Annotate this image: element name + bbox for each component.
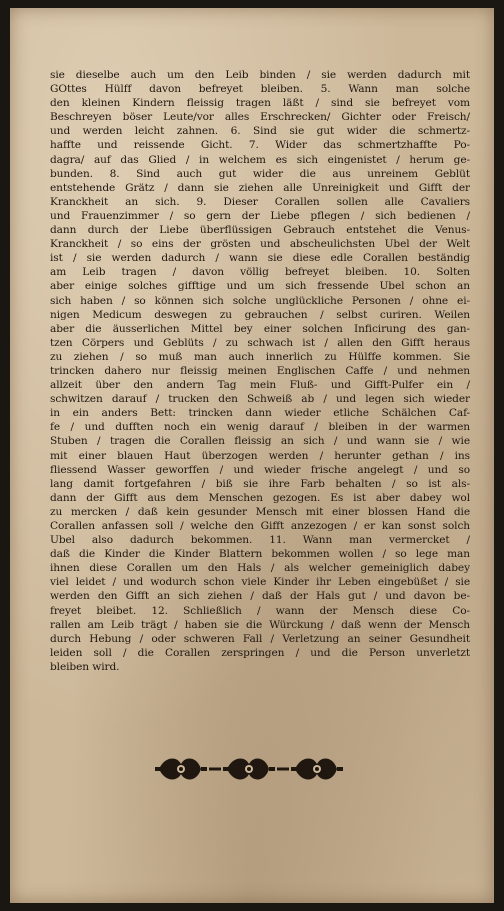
text-line: nigen Medicum deswegen zu gebrauchen / selbst curiren. Weilen bbox=[50, 308, 470, 321]
text-line: bunden. 8. Sind auch gut wider die aus unreinem Geblüt bbox=[50, 167, 470, 180]
text-line: Kranckheit an sich. 9. Dieser Corallen sollen alle Cavaliers bbox=[50, 195, 470, 208]
text-line: lang damit fortgefahren / biß sie ihre Farb behalten / so ist als- bbox=[50, 477, 470, 490]
text-line: werden den Gifft an sich ziehen / daß der Hals gut / und davon be- bbox=[50, 590, 470, 603]
text-line: ihnen diese Corallen um den Hals / als welcher gemeiniglich dabey bbox=[50, 562, 470, 575]
text-line: den kleinen Kindern fleissig tragen läßt / sind sie befreyet vom bbox=[50, 97, 470, 110]
text-line: am Leib tragen / davon völlig befreyet bleiben. 10. Solten bbox=[50, 266, 470, 279]
text-line: sie dieselbe auch um den Leib binden / sie werden dadurch mit bbox=[50, 69, 470, 81]
text-line: durch Hebung / oder schweren Fall / Verletzung an seiner Gesundheit bbox=[50, 632, 470, 645]
text-line: tzen Cörpers und Geblüts / zu schwach ist / allen den Gifft heraus bbox=[50, 336, 470, 349]
printers-ornament bbox=[155, 752, 345, 786]
text-line: freyet bleibet. 12. Schließlich / wann der Mensch diese Co- bbox=[50, 604, 470, 617]
text-line: aber die äusserlichen Mittel bey einer solchen Inficirung des gan- bbox=[50, 322, 470, 335]
text-line: zu ziehen / so muß man auch innerlich zu Hülffe kommen. Sie bbox=[50, 350, 470, 363]
text-line: fe / und dufften noch ein wenig darauf / bleiben in der warmen bbox=[50, 421, 470, 434]
text-line: daß die Kinder die Kinder Blattern bekommen wollen / so lege man bbox=[50, 548, 470, 561]
document-page bbox=[10, 8, 494, 903]
text-line: und Frauenzimmer / so gern der Liebe pflegen / sich bedienen / bbox=[50, 209, 470, 222]
text-line: in ein anders Bett: trincken dann wieder etliche Schälchen Caf- bbox=[50, 407, 470, 420]
text-line: und werden leicht zahnen. 6. Sind sie gut wider die schmertz- bbox=[50, 125, 470, 138]
text-line: entstehende Grätz / dann sie ziehen alle Unreinigkeit und Gifft der bbox=[50, 181, 470, 194]
text-line: haffte und reissende Gicht. 7. Wider das schmertzhaffte Po- bbox=[50, 139, 470, 152]
text-line: aber einige solches gifftige und um sich fressende Ubel schon an bbox=[50, 280, 470, 293]
text-line: dagra/ auf das Glied / in welchem es sich eingenistet / herum ge- bbox=[50, 153, 470, 166]
text-line: GOttes Hülff davon befreyet bleiben. 5. Wann man solche bbox=[50, 83, 470, 96]
text-line: mit einer blauen Haut überzogen werden / herunter gethan / ins bbox=[50, 449, 470, 462]
ornament-icon bbox=[155, 752, 345, 786]
text-line: rallen am Leib trägt / haben sie die Würckung / daß wenn der Mensch bbox=[50, 618, 470, 631]
text-line: Corallen anfassen soll / welche den Gifft anzezogen / er kan sonst solch bbox=[50, 520, 470, 532]
text-line: dann der Gifft aus dem Menschen gezogen. Es ist aber dabey wol bbox=[50, 491, 470, 504]
text-line: leiden soll / die Corallen zerspringen / und die Person unverletzt bbox=[50, 646, 470, 659]
text-line: fliessend Wasser geworffen / und wieder frische angelegt / und so bbox=[50, 463, 470, 476]
text-line: schwitzen darauf / trucken den Schweiß ab / und legen sich wieder bbox=[50, 393, 470, 406]
document-body bbox=[50, 68, 470, 674]
text-line: ist / sie werden dadurch / wann sie diese edle Corallen beständig bbox=[50, 252, 470, 265]
text-line: viel leidet / und wodurch schon viele Kinder ihr Leben eingebüßet / sie bbox=[50, 576, 470, 589]
text-line: dann durch der Liebe überflüssigen Gebrauch entstehet die Venus- bbox=[50, 224, 470, 237]
text-line: Ubel also dadurch bekommen. 11. Wann man vermercket / bbox=[50, 534, 470, 547]
text-line: trincken dahero nur fleissig meinen Englischen Caffe / und nehmen bbox=[50, 364, 470, 377]
text-line: sich haben / so können sich solche unglückliche Personen / ohne ei- bbox=[50, 294, 470, 307]
text-line: Kranckheit / so eins der grösten und abscheulichsten Ubel der Welt bbox=[50, 238, 470, 251]
text-line: allzeit über den andern Tag mein Fluß- und Gifft-Pulfer ein / bbox=[50, 379, 470, 392]
text-line: Stuben / tragen die Corallen fleissig an sich / und wann sie / wie bbox=[50, 435, 470, 448]
text-line: Beschreyen böser Leute/vor alles Erschrecken/ Gichter oder Freisch/ bbox=[50, 111, 470, 124]
text-line: bleiben wird. bbox=[50, 660, 120, 673]
text-line: zu mercken / daß kein gesunder Mensch mit einer blossen Hand die bbox=[50, 505, 470, 518]
